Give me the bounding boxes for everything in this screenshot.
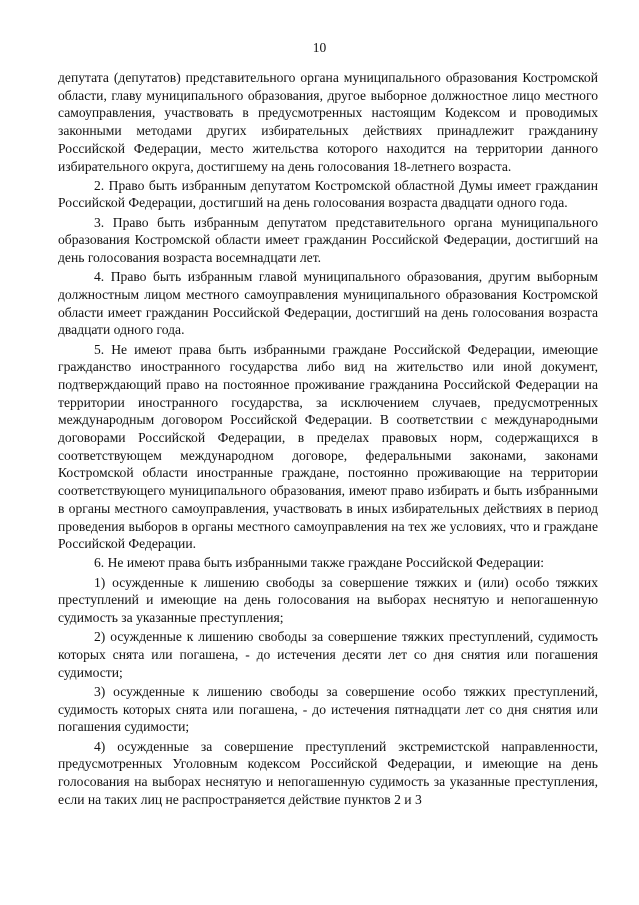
subitem-3: 3) осужденные к лишению свободы за совершение особо тяжких преступлений, судимость которых снята или погашена, - до истечения пятнадцати лет со дня снятия или погашения судимости; [58, 683, 598, 735]
paragraph-item-2: 2. Право быть избранным депутатом Костромской областной Думы имеет гражданин Российской Федерации, достигший на день голосования возраста двадцати одного года. [58, 177, 598, 211]
page-number: 10 [312, 40, 327, 55]
paragraph-continuation: депутата (депутатов) представительного органа муниципального образования Костромской области, главу муниципального образования, другое выборное должностное лицо местного самоуправления, участвовать в предусмотренных настоящим Кодексом и проводимых законными методами других избирательных действиях принадлежит гражданину Российской Федерации, место жительства которого находится на территории данного избирательного округа, достигшему на день голосования 18-летнего возраста. [58, 70, 598, 174]
paragraph-item-5: 5. Не имеют права быть избранными граждане Российской Федерации, имеющие гражданство иностранного государства либо вид на жительство или иной документ, подтверждающий право на постоянное проживание гражданина Российской Федерации на территории иностранного государства, за исключением случаев, предусмотренных международным договором Российской Федерации. В соответствии с международными договорами Российской Федерации, в пределах правовых норм, содержащихся в соответствующем международном договоре, федеральными законами, законами Костромской области иностранные граждане, постоянно проживающие на территории соответствующего муниципального образования, имеют право избирать и быть избранными в органы местного самоуправления, участвовать в иных избирательных действиях в период проведения выборов в органы местного самоуправления на тех же условиях, что и граждане Российской Федерации. [58, 341, 598, 552]
subitem-2: 2) осужденные к лишению свободы за совершение тяжких преступлений, судимость которых снята или погашена, - до истечения десяти лет со дня снятия или погашения судимости; [58, 629, 598, 680]
paragraph-item-6: 6. Не имеют права быть избранными также граждане Российской Федерации: [94, 555, 544, 571]
subitem-4: 4) осужденные за совершение преступлений экстремистской направленности, предусмотренных Уголовным кодексом Российской Федерации, и имеющие на день голосования на выборах неснятую и непогашенную судимость за указанные преступления, если на таких лиц не распространяется действие пунктов 2 и 3 [58, 738, 598, 807]
document-body [58, 69, 598, 810]
paragraph-item-4: 4. Право быть избранным главой муниципального образования, другим выборным должностным лицом местного самоуправления муниципального образования Костромской области имеет гражданин Российской Федерации, достигший на день голосования возраста двадцати одного года. [58, 269, 598, 338]
paragraph-item-3: 3. Право быть избранным депутатом представительного органа муниципального образования Костромской области имеет гражданин Российской Федерации, достигший на день голосования возраста восемнадцати лет. [58, 214, 598, 266]
subitem-1: 1) осужденные к лишению свободы за совершение тяжких и (или) особо тяжких преступлений и имеющие на день голосования на выборах неснятую и непогашенную судимость за указанные преступления; [58, 574, 598, 626]
